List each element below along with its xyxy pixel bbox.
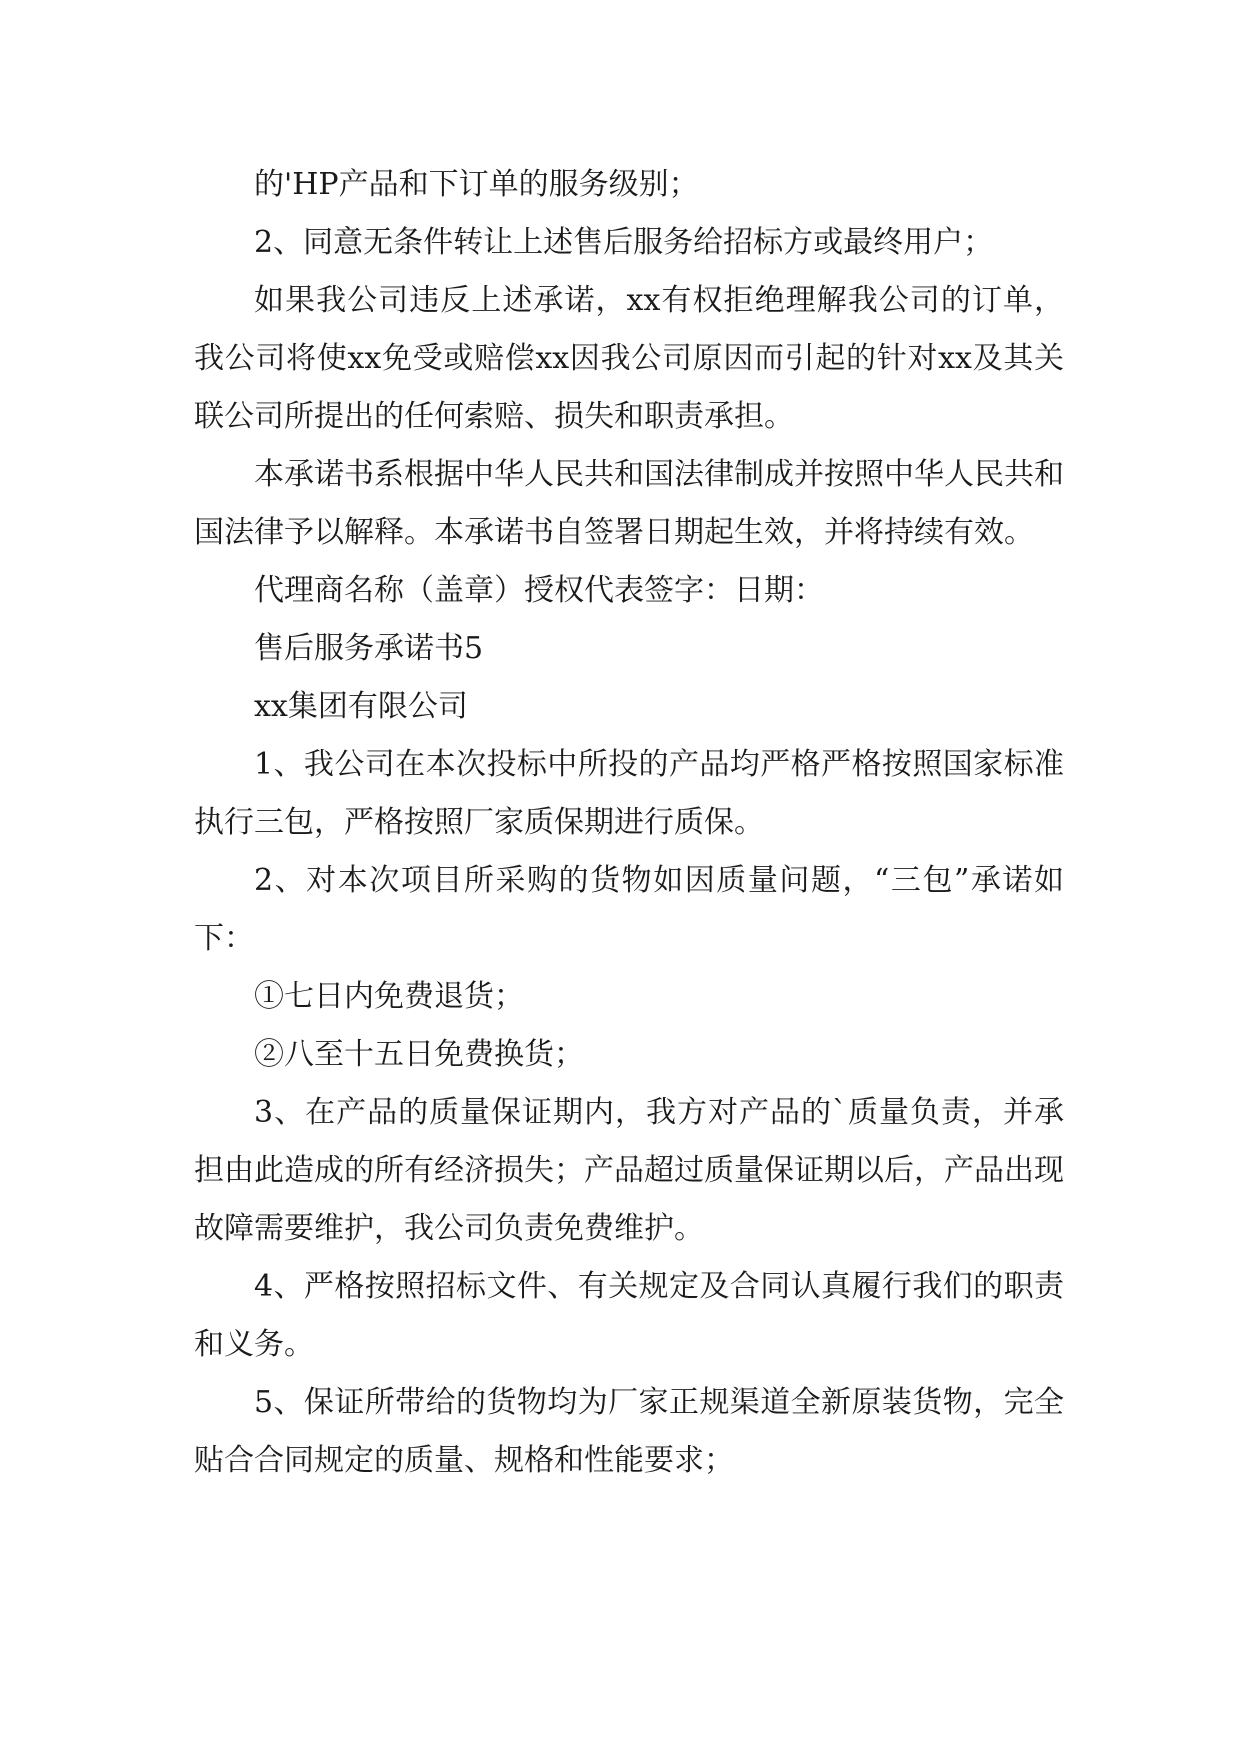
paragraph-item-5: 5、保证所带给的货物均为厂家正规渠道全新原装货物，完全贴合合同规定的质量、规格和性能要求； <box>194 1385 1064 1478</box>
paragraph-governing-law: 本承诺书系根据中华人民共和国法律制成并按照中华人民共和国法律予以解释。本承诺书自签署日期起生效，并将持续有效。 <box>194 457 1064 550</box>
addressee: xx集团有限公司 <box>254 689 468 724</box>
paragraph-exchange-policy: ②八至十五日免费换货； <box>254 1037 584 1072</box>
document-body <box>194 156 1064 1490</box>
paragraph-item-2: 2、对本次项目所采购的货物如因质量问题，“三包”承诺如下： <box>194 863 1064 956</box>
paragraph-transfer-service: 2、同意无条件转让上述售后服务给招标方或最终用户； <box>254 225 994 260</box>
section-title: 售后服务承诺书5 <box>254 631 484 666</box>
paragraph-return-policy: ①七日内免费退货； <box>254 979 524 1014</box>
paragraph-item-3: 3、在产品的质量保证期内，我方对产品的`质量负责，并承担由此造成的所有经济损失；产品超过质量保证期以后，产品出现故障需要维护，我公司负责免费维护。 <box>194 1095 1064 1246</box>
paragraph-item-1: 1、我公司在本次投标中所投的产品均严格严格按照国家标准执行三包，严格按照厂家质保期进行质保。 <box>194 747 1064 840</box>
paragraph-signature-line: 代理商名称（盖章）授权代表签字：日期： <box>254 573 824 608</box>
paragraph-item-4: 4、严格按照招标文件、有关规定及合同认真履行我们的职责和义务。 <box>194 1269 1064 1362</box>
paragraph-breach-liability: 如果我公司违反上述承诺，xx有权拒绝理解我公司的订单，我公司将使xx免受或赔偿xx因我公司原因而引起的针对xx及其关联公司所提出的任何索赔、损失和职责承担。 <box>194 283 1064 434</box>
paragraph-service-level: 的'HP产品和下订单的服务级别； <box>254 167 699 202</box>
